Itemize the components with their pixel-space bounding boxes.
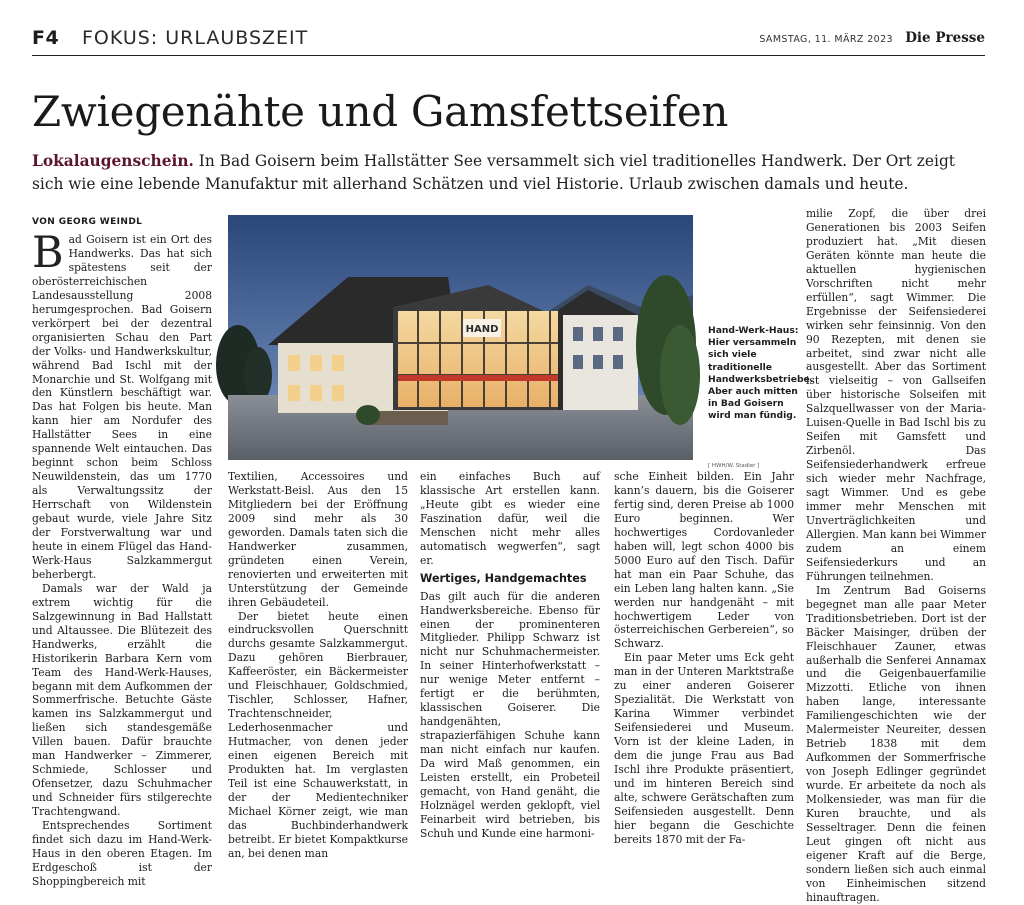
- article-column-2: [228, 470, 408, 861]
- paragraph: milie Zopf, die über drei Generationen bis 2003 Seifen produziert hat. „Mit diesen Geräten könnte man heute die aktuellen hygienischen Vorschriften nicht mehr erfüllen“, sagt Wimmer. Die Ergebnisse der Seifensiederei wirken sehr feinsinnig. Von den 90 Rezepten, mit denen sie arbeitet, sind zwar nicht alle ausgestellt. Aber das Sortiment ist vielseitig – von Gallseifen über historische Solseifen mit Salzquellwasser von der Maria-Luisen-Quelle in Bad Ischl bis zu Seifen mit Gamsfett und Zirbenöl. Das Seifensiederhandwerk erfreue sich wieder mehr Nachfrage, sagt Wimmer. Und es gebe immer mehr Menschen mit Unverträglichkeiten und Allergien. Man kann bei Wimmer zudem an einem Seifensiederkurs und an Führungen teilnehmen.: [806, 207, 986, 583]
- article-column-3: [420, 470, 600, 841]
- building-photo-illustration: [228, 215, 693, 460]
- paragraph: Textilien, Accessoires und Werkstatt-Beisl. Aus den 15 Mitgliedern bei der Eröffnung 2009 sind mehr als 30 geworden. Damals taten sich die Handwerker zusammen, gründeten einen Verein, renovierten und erweiterten mit Unterstützung der Gemeinde ihren Gebäudeteil.: [228, 470, 408, 609]
- page-header: [32, 27, 985, 53]
- caption-title: Hand-Werk-Haus:: [708, 325, 799, 336]
- paragraph: Das gilt auch für die anderen Handwerksbereiche. Ebenso für einen der prominenteren Mitglieder. Philipp Schwarz ist nicht nur Schuhmachermeister. In seiner Hinterhofwerkstatt – nur wenige Meter entfernt – fertigt er die berühmten, klassischen Goiserer. Die handgenähten, strapazierfähigen Schuhe kann man nicht einfach nur kaufen. Da wird Maß genommen, ein Leisten erstellt, ein Probeteil gemacht, von Hand genäht, die Holznägel werden geklopft, viel Feinarbeit wird betrieben, bis Schuh und Kunde eine harmoni-: [420, 589, 600, 840]
- article-column-4: [614, 470, 794, 847]
- drop-cap: B: [32, 228, 64, 278]
- lead-kicker: Lokalaugenschein.: [32, 152, 194, 170]
- article-subheading: Wertiges, Handgemachtes: [420, 571, 587, 585]
- caption-text: Hier versammeln sich viele traditionelle Handwerksbetriebe. Aber auch mitten in Bad Goisern wird man fündig.: [708, 337, 814, 422]
- newspaper-logo: Die Presse: [905, 30, 985, 46]
- photo-sign-text: HAND: [465, 324, 499, 335]
- page-number: F4: [32, 27, 60, 49]
- paragraph: Ein paar Meter ums Eck geht man in der Unteren Marktstraße zu einer anderen Goiserer Spezialität. Die Werkstatt von Karina Wimmer verbindet Seifensiederei und Museum. Vorn ist der kleine Laden, in dem die junge Frau aus Bad Ischl ihre Produkte präsentiert, und im hinteren Bereich sind alte, schwere Gerätschaften zum Seifensieden ausgestellt. Denn hier begann die Geschichte bereits 1870 mit der Fa-: [614, 651, 794, 846]
- photo-caption: [708, 325, 814, 423]
- article-column-1: [32, 228, 212, 889]
- lead-text: In Bad Goisern beim Hallstätter See versammelt sich viel traditionelles Handwerk. Der Ort zeigt sich wie eine lebende Manufaktur mit allerhand Schätzen und viel Historie. Urlaub zwischen damals und heute.: [32, 152, 955, 193]
- article-lead: [32, 150, 987, 196]
- issue-date: SAMSTAG, 11. MÄRZ 2023: [759, 34, 893, 45]
- header-rule: [32, 55, 985, 56]
- photo-credit: [ HWH/W. Stadler ]: [708, 463, 760, 469]
- article-headline: Zwiegenähte und Gamsfettseifen: [32, 87, 729, 136]
- paragraph: Damals war der Wald ja extrem wichtig für die Salzgewinnung in Bad Hallstatt und Altaussee. Die Blütezeit des Handwerks, erzählt die Historikerin Barbara Kern vom Team des Hand-Werk-Hauses, begann mit dem Aufkommen der Sommerfrische. Betuchte Gäste kamen ins Salzkammergut und ließen sich standesgemäße Villen bauen. Dafür brauchte man Handwerker – Zimmerer, Schmiede, Schlosser und Ofensetzer, dazu Schuhmacher und Schneider fürs stilgerechte Trachtengwand.: [32, 581, 212, 819]
- paragraph-text: ad Goisern ist ein Ort des Handwerks. Das hat sich spätestens seit der oberösterreichischen Landesausstellung 2008 herumgesprochen. Bad Goisern verkörpert bei der dezentral organisierten Schau den Part der Volks- und Handwerkskultur, während Bad Ischl mit der Monarchie und St. Wolfgang mit den Künstlern beschäftigt war. Das hat Folgen bis heute. Man kann hier am Nordufer des Hallstätter Sees in eine spannende Welt eintauchen. Das beginnt schon beim Schloss Neuwildenstein, das um 1770 als Verwaltungssitz der Herrschaft von Wildenstein gebaut wurde, viele Jahre Sitz der Forstverwaltung war und heute in einem Flügel das Hand-Werk-Haus Salzkammergut beherbergt.: [32, 233, 212, 581]
- paragraph: [32, 228, 212, 582]
- paragraph: Entsprechendes Sortiment findet sich dazu im Hand-Werk-Haus in den oberen Etagen. Im Erdgeschoß ist der Shoppingbereich mit: [32, 819, 212, 888]
- paragraph: Der bietet heute einen eindrucksvollen Querschnitt durchs gesamte Salzkammergut. Dazu gehören Bierbrauer, Kaffeeröster, ein Bäckermeister und Fleischhauer, Goldschmied, Tischler, Schlosser, Hafner, Trachtenschneider, Lederhosenmacher und Hutmacher, von denen jeder einen eigenen Bereich mit Produkten hat. Im verglasten Teil ist eine Schauwerkstatt, in der der Medientechniker Michael Körner zeigt, wie man das Buchbinderhandwerk betreibt. Er bietet Kompaktkurse an, bei denen man: [228, 609, 408, 860]
- paragraph: ein einfaches Buch auf klassische Art erstellen kann. „Heute gibt es wieder eine Faszination dafür, weil die Menschen nicht mehr alles automatisch wegwerfen“, sagt er.: [420, 470, 600, 567]
- section-title: FOKUS: URLAUBSZEIT: [82, 27, 309, 49]
- paragraph: sche Einheit bilden. Ein Jahr kann’s dauern, bis die Goiserer fertig sind, deren Preise ab 1000 Euro beginnen. Wer hochwertiges Cordovanleder haben will, legt schon 4000 bis 5000 Euro auf den Tisch. Dafür hat man ein Paar Schuhe, das ein Leben lang halten kann. „Sie werden nur handgenäht – mit hochwertigem Leder von österreichischen Gerbereien“, so Schwarz.: [614, 470, 794, 651]
- article-column-5: [806, 207, 986, 905]
- paragraph: Im Zentrum Bad Goiserns begegnet man alle paar Meter Traditionsbetrieben. Dort ist der Bäcker Maisinger, drüben der Fleischhauer Zauner, etwas außerhalb die Senferei Annamax und die Geigenbauerfamilie Mizzotti. Etliche von ihnen haben lange, interessante Familiengeschichten wie der Malermeister Neureiter, dessen Betrieb 1838 mit dem Aufkommen der Sommerfrische von Joseph Edlinger gegründet wurde. Er arbeitete da noch als Molkensieder, was man für die Kuren brauchte, und als Sesseltrager. Denn die feinen Leut gingen oft nicht aus eigener Kraft auf die Berge, sondern ließen sich auch einmal von Einheimischen sitzend hinauftragen.: [806, 583, 986, 904]
- article-photo: [228, 215, 693, 460]
- byline: VON GEORG WEINDL: [32, 217, 143, 227]
